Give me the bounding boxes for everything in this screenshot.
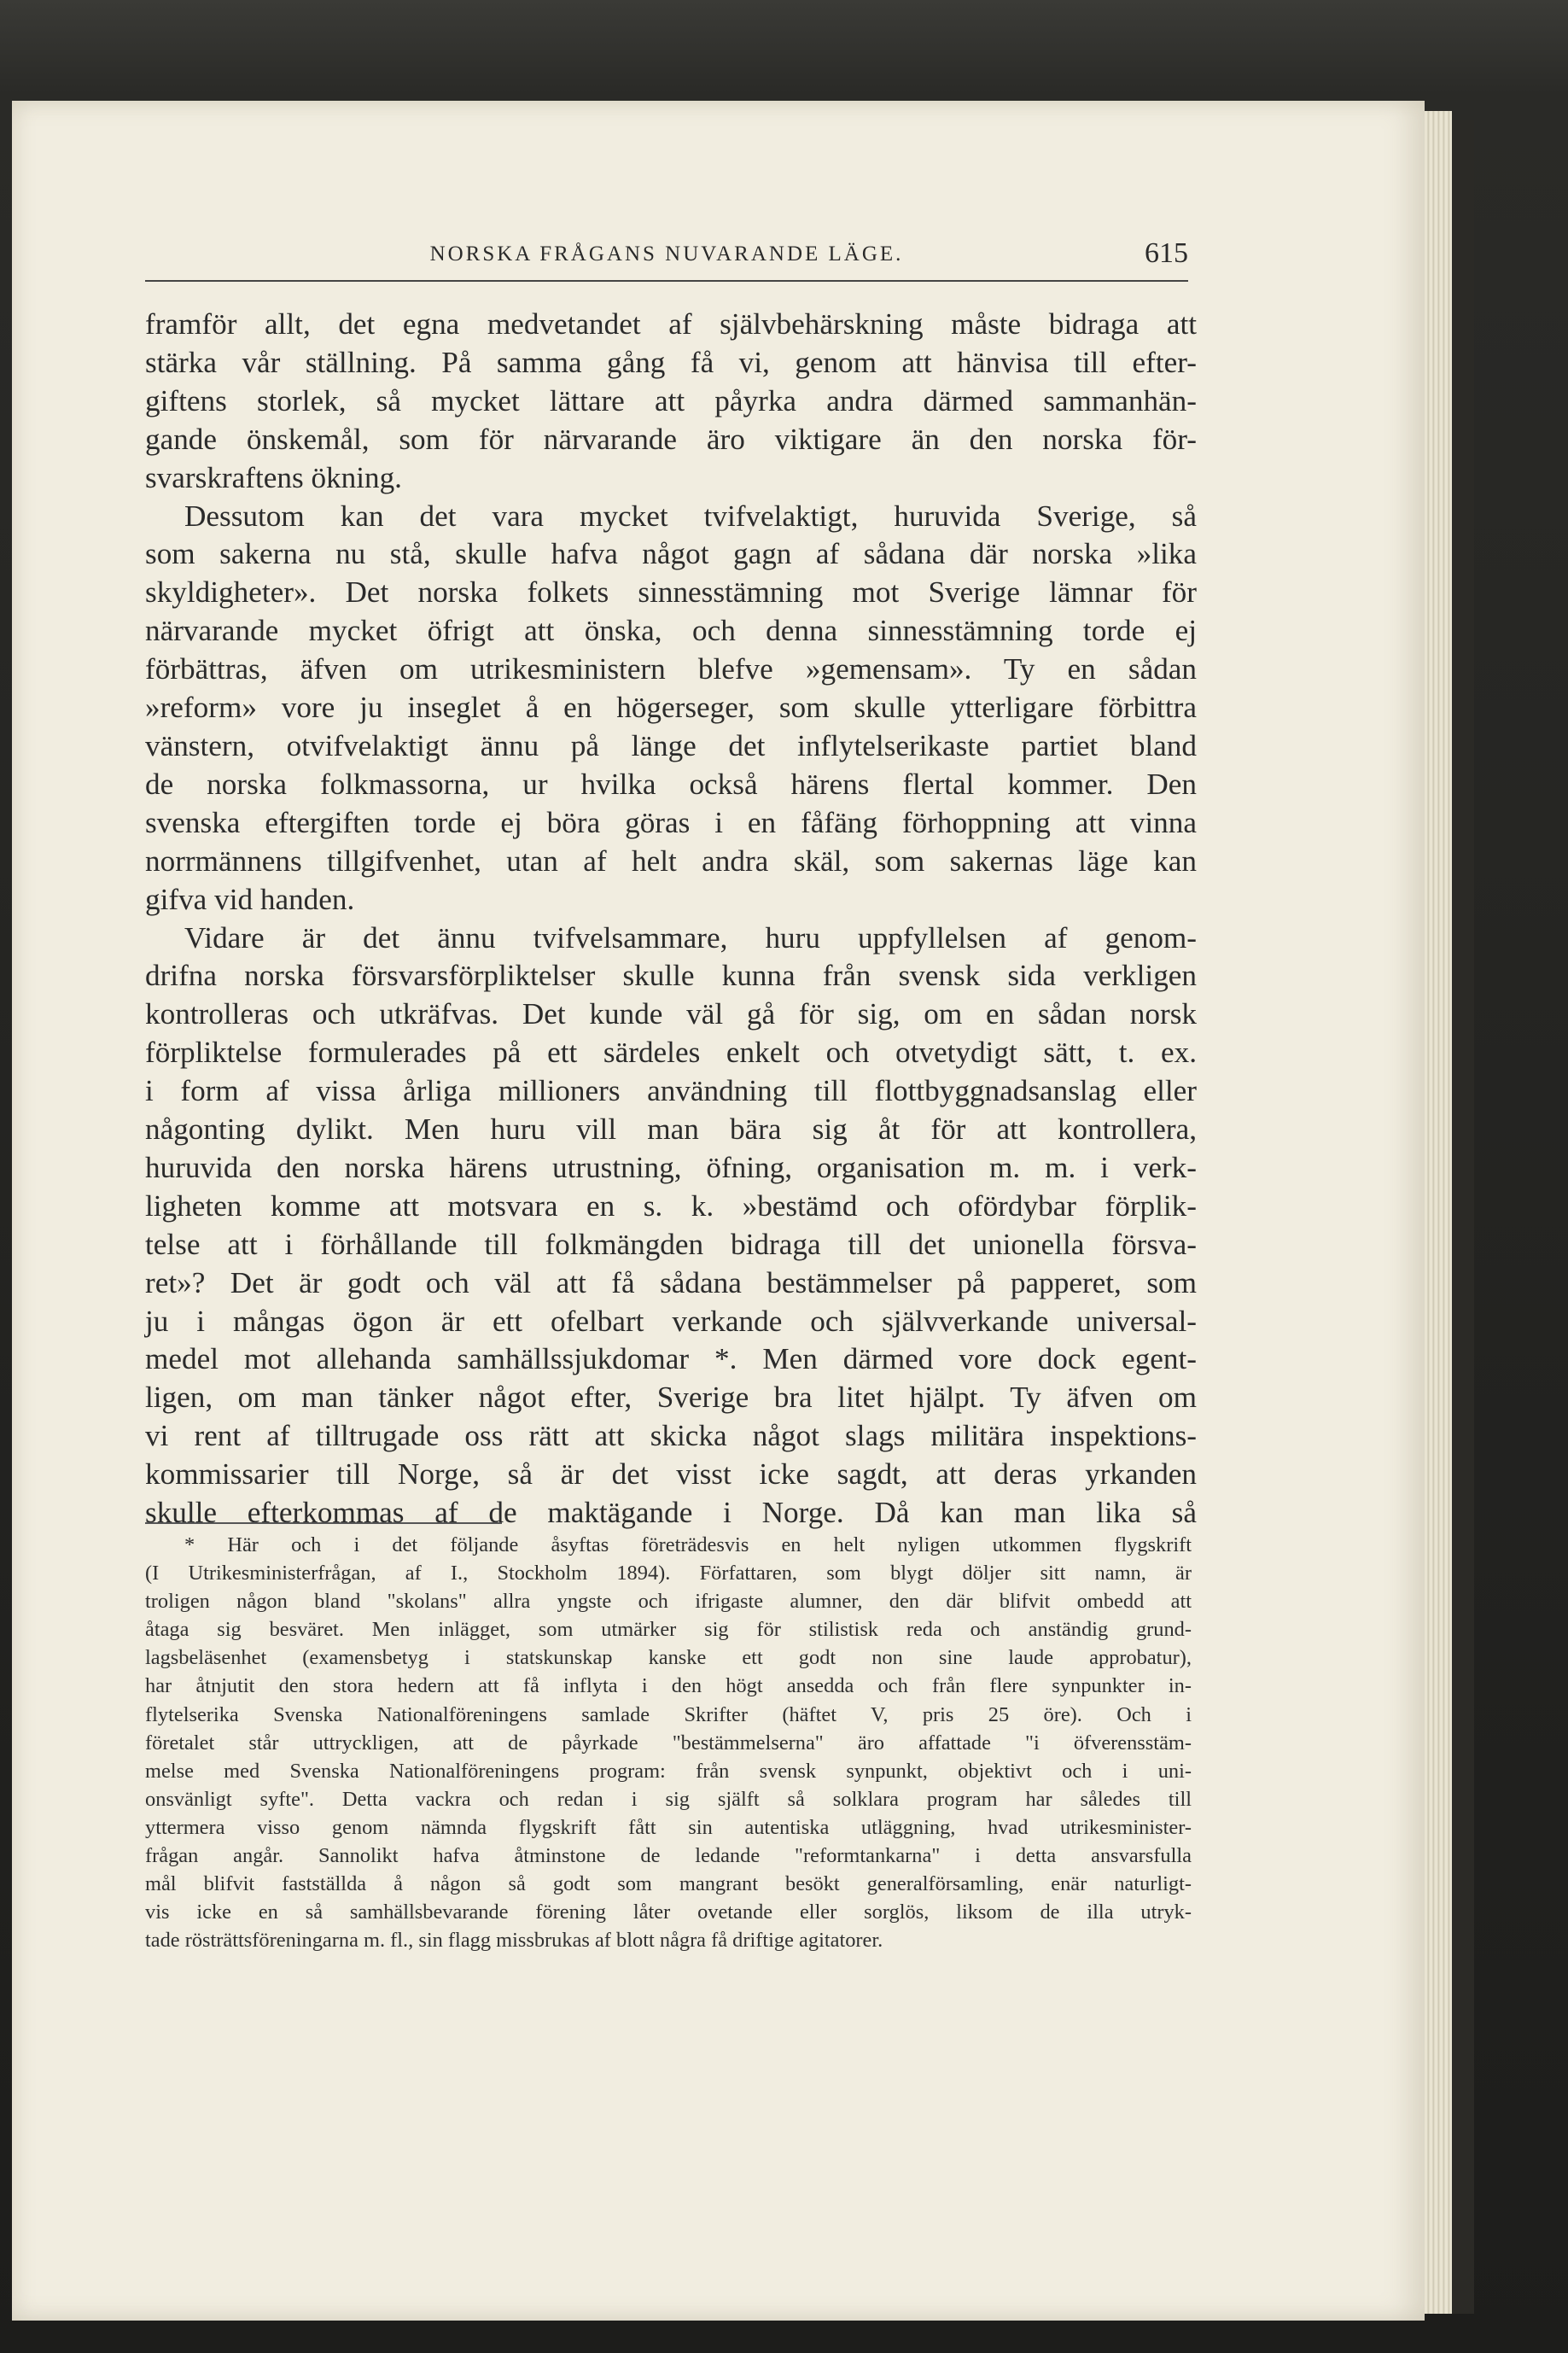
text-line: kommissarier till Norge, så är det visst icke sagdt, att deras yrkanden [145, 1457, 1197, 1492]
text-line: svarskraftens ökning. [145, 460, 402, 494]
text-line: förbättras, äfven om utrikesministern blefve »gemensam». Ty en sådan [145, 652, 1197, 686]
footnote-line: (I Utrikesministerfrågan, af I., Stockholm 1894). Författaren, som blygt döljer sitt namn, är [145, 1562, 1192, 1585]
footnote-line: mål blifvit fastställda å någon så godt som mangrant besökt generalförsamling, enär naturligt- [145, 1872, 1192, 1896]
body-text [145, 306, 1197, 1533]
text-line: skyldigheter». Det norska folkets sinnesstämning mot Sverige lämnar för [145, 575, 1197, 610]
text-line: vi rent af tilltrugade oss rätt att skicka något slags militära inspektions- [145, 1419, 1197, 1453]
text-line: ligheten komme att motsvara en s. k. »bestämd och ofördybar förplik- [145, 1188, 1197, 1223]
footnotes [145, 1531, 1192, 1954]
text-line: de norska folkmassorna, ur hvilka också härens flertal kommer. Den [145, 767, 1197, 801]
footnote-line: frågan angår. Sannolikt hafva åtminstone de ledande "reformtankarna" i detta ansvarsfulla [145, 1844, 1192, 1868]
footnote-rule [145, 1522, 502, 1524]
text-line: vänstern, otvifvelaktigt ännu på länge det inflytelserikaste partiet bland [145, 728, 1197, 762]
text-line: ligen, om man tänker något efter, Sverige bra litet hjälpt. Ty äfven om [145, 1381, 1197, 1415]
text-line: drifna norska försvarsförpliktelser skulle kunna från svensk sida verkligen [145, 959, 1197, 993]
text-line: närvarande mycket öfrigt att önska, och denna sinnesstämning torde ej [145, 614, 1197, 648]
text-line: skulle efterkommas af de maktägande i Norge. Då kan man lika så [145, 1496, 1197, 1530]
footnote-line: * Här och i det följande åsyftas företrädesvis en helt nyligen utkommen flygskrift [184, 1533, 1192, 1556]
text-line: medel mot allehanda samhällssjukdomar *. Men därmed vore dock egent- [145, 1342, 1197, 1376]
footnote-line: melse med Svenska Nationalföreningens program: från svensk synpunkt, objektivt och i uni- [145, 1759, 1192, 1783]
text-line: kontrolleras och utkräfvas. Det kunde väl gå för sig, om en sådan norsk [145, 997, 1197, 1031]
text-line: giftens storlek, så mycket lättare att påyrka andra därmed sammanhän- [145, 383, 1197, 417]
running-head [145, 237, 1188, 282]
page-stack-edge [1425, 111, 1452, 2314]
page-number: 615 [1145, 237, 1188, 269]
text-line: någonting dylikt. Men huru vill man bära sig åt för att kontrollera, [145, 1112, 1197, 1147]
text-line: telse att i förhållande till folkmängden bidraga till det unionella försva- [145, 1227, 1197, 1261]
text-line: i form af vissa årliga millioners användning till flottbyggnadsanslag eller [145, 1074, 1197, 1108]
footnote-line: åtaga sig besväret. Men inlägget, som utmärker sig för stilistisk reda och anständig grund- [145, 1618, 1192, 1642]
text-line: framför allt, det egna medvetandet af självbehärskning måste bidraga att [145, 307, 1197, 341]
footnote-line: flytelserika Svenska Nationalföreningens samlade Skrifter (häftet V, pris 25 öre). Och i [145, 1702, 1192, 1726]
text-line: Vidare är det ännu tvifvelsammare, huru uppfyllelsen af genom- [184, 920, 1197, 955]
footnote-line: lagsbeläsenhet (examensbetyg i statskunskap kanske ett godt non sine laude approbatur), [145, 1646, 1192, 1670]
footnote-line: vis icke en så samhällsbevarande förening låter ovetande eller sorglös, liksom de illa utryk- [145, 1900, 1192, 1924]
text-line: gifva vid handen. [145, 882, 355, 916]
footnote-line: tade rösträttsföreningarna m. fl., sin flagg missbrukas af blott några få driftige agitatorer. [145, 1929, 883, 1953]
book-cover-edge [1452, 120, 1474, 2314]
text-line: gande önskemål, som för närvarande äro viktigare än den norska för- [145, 422, 1197, 456]
text-line: »reform» vore ju inseglet å en högerseger, som skulle ytterligare förbittra [145, 691, 1197, 725]
text-line: ret»? Det är godt och väl att få sådana bestämmelser på papperet, som [145, 1265, 1197, 1299]
footnote-line: yttermera visso genom nämnda flygskrift fått sin autentiska utläggning, hvad utrikesminister- [145, 1815, 1192, 1839]
footnote-line: har åtnjutit den stora hedern att få inflyta i den högt ansedda och från flere synpunkter in- [145, 1674, 1192, 1698]
text-line: som sakerna nu stå, skulle hafva något gagn af sådana där norska »lika [145, 537, 1197, 571]
text-line: förpliktelse formulerades på ett särdeles enkelt och otvetydigt sätt, t. ex. [145, 1036, 1197, 1070]
footnote-line: troligen någon bland "skolans" allra yngste och ifrigaste alumner, den där blifvit ombedd att [145, 1590, 1192, 1614]
footnote-line: företalet står uttryckligen, att de påyrkade "bestämmelserna" äro affattade "i öfverensstäm- [145, 1731, 1192, 1755]
text-line: huruvida den norska härens utrustning, öfning, organisation m. m. i verk- [145, 1150, 1197, 1184]
text-line: norrmännens tillgifvenhet, utan af helt andra skäl, som sakernas läge kan [145, 844, 1197, 878]
text-line: svenska eftergiften torde ej böra göras i en fåfäng förhoppning att vinna [145, 805, 1197, 839]
text-line: Dessutom kan det vara mycket tvifvelaktigt, huruvida Sverige, så [184, 499, 1197, 533]
running-head-title: NORSKA FRÅGANS NUVARANDE LÄGE. [429, 242, 904, 266]
text-line: stärka vår ställning. På samma gång få vi, genom att hänvisa till efter- [145, 345, 1197, 379]
footnote-line: onsvänligt syfte". Detta vackra och redan i sig själft så solklara program har således till [145, 1787, 1192, 1811]
text-line: ju i mångas ögon är ett ofelbart verkande och självverkande universal- [145, 1304, 1197, 1338]
